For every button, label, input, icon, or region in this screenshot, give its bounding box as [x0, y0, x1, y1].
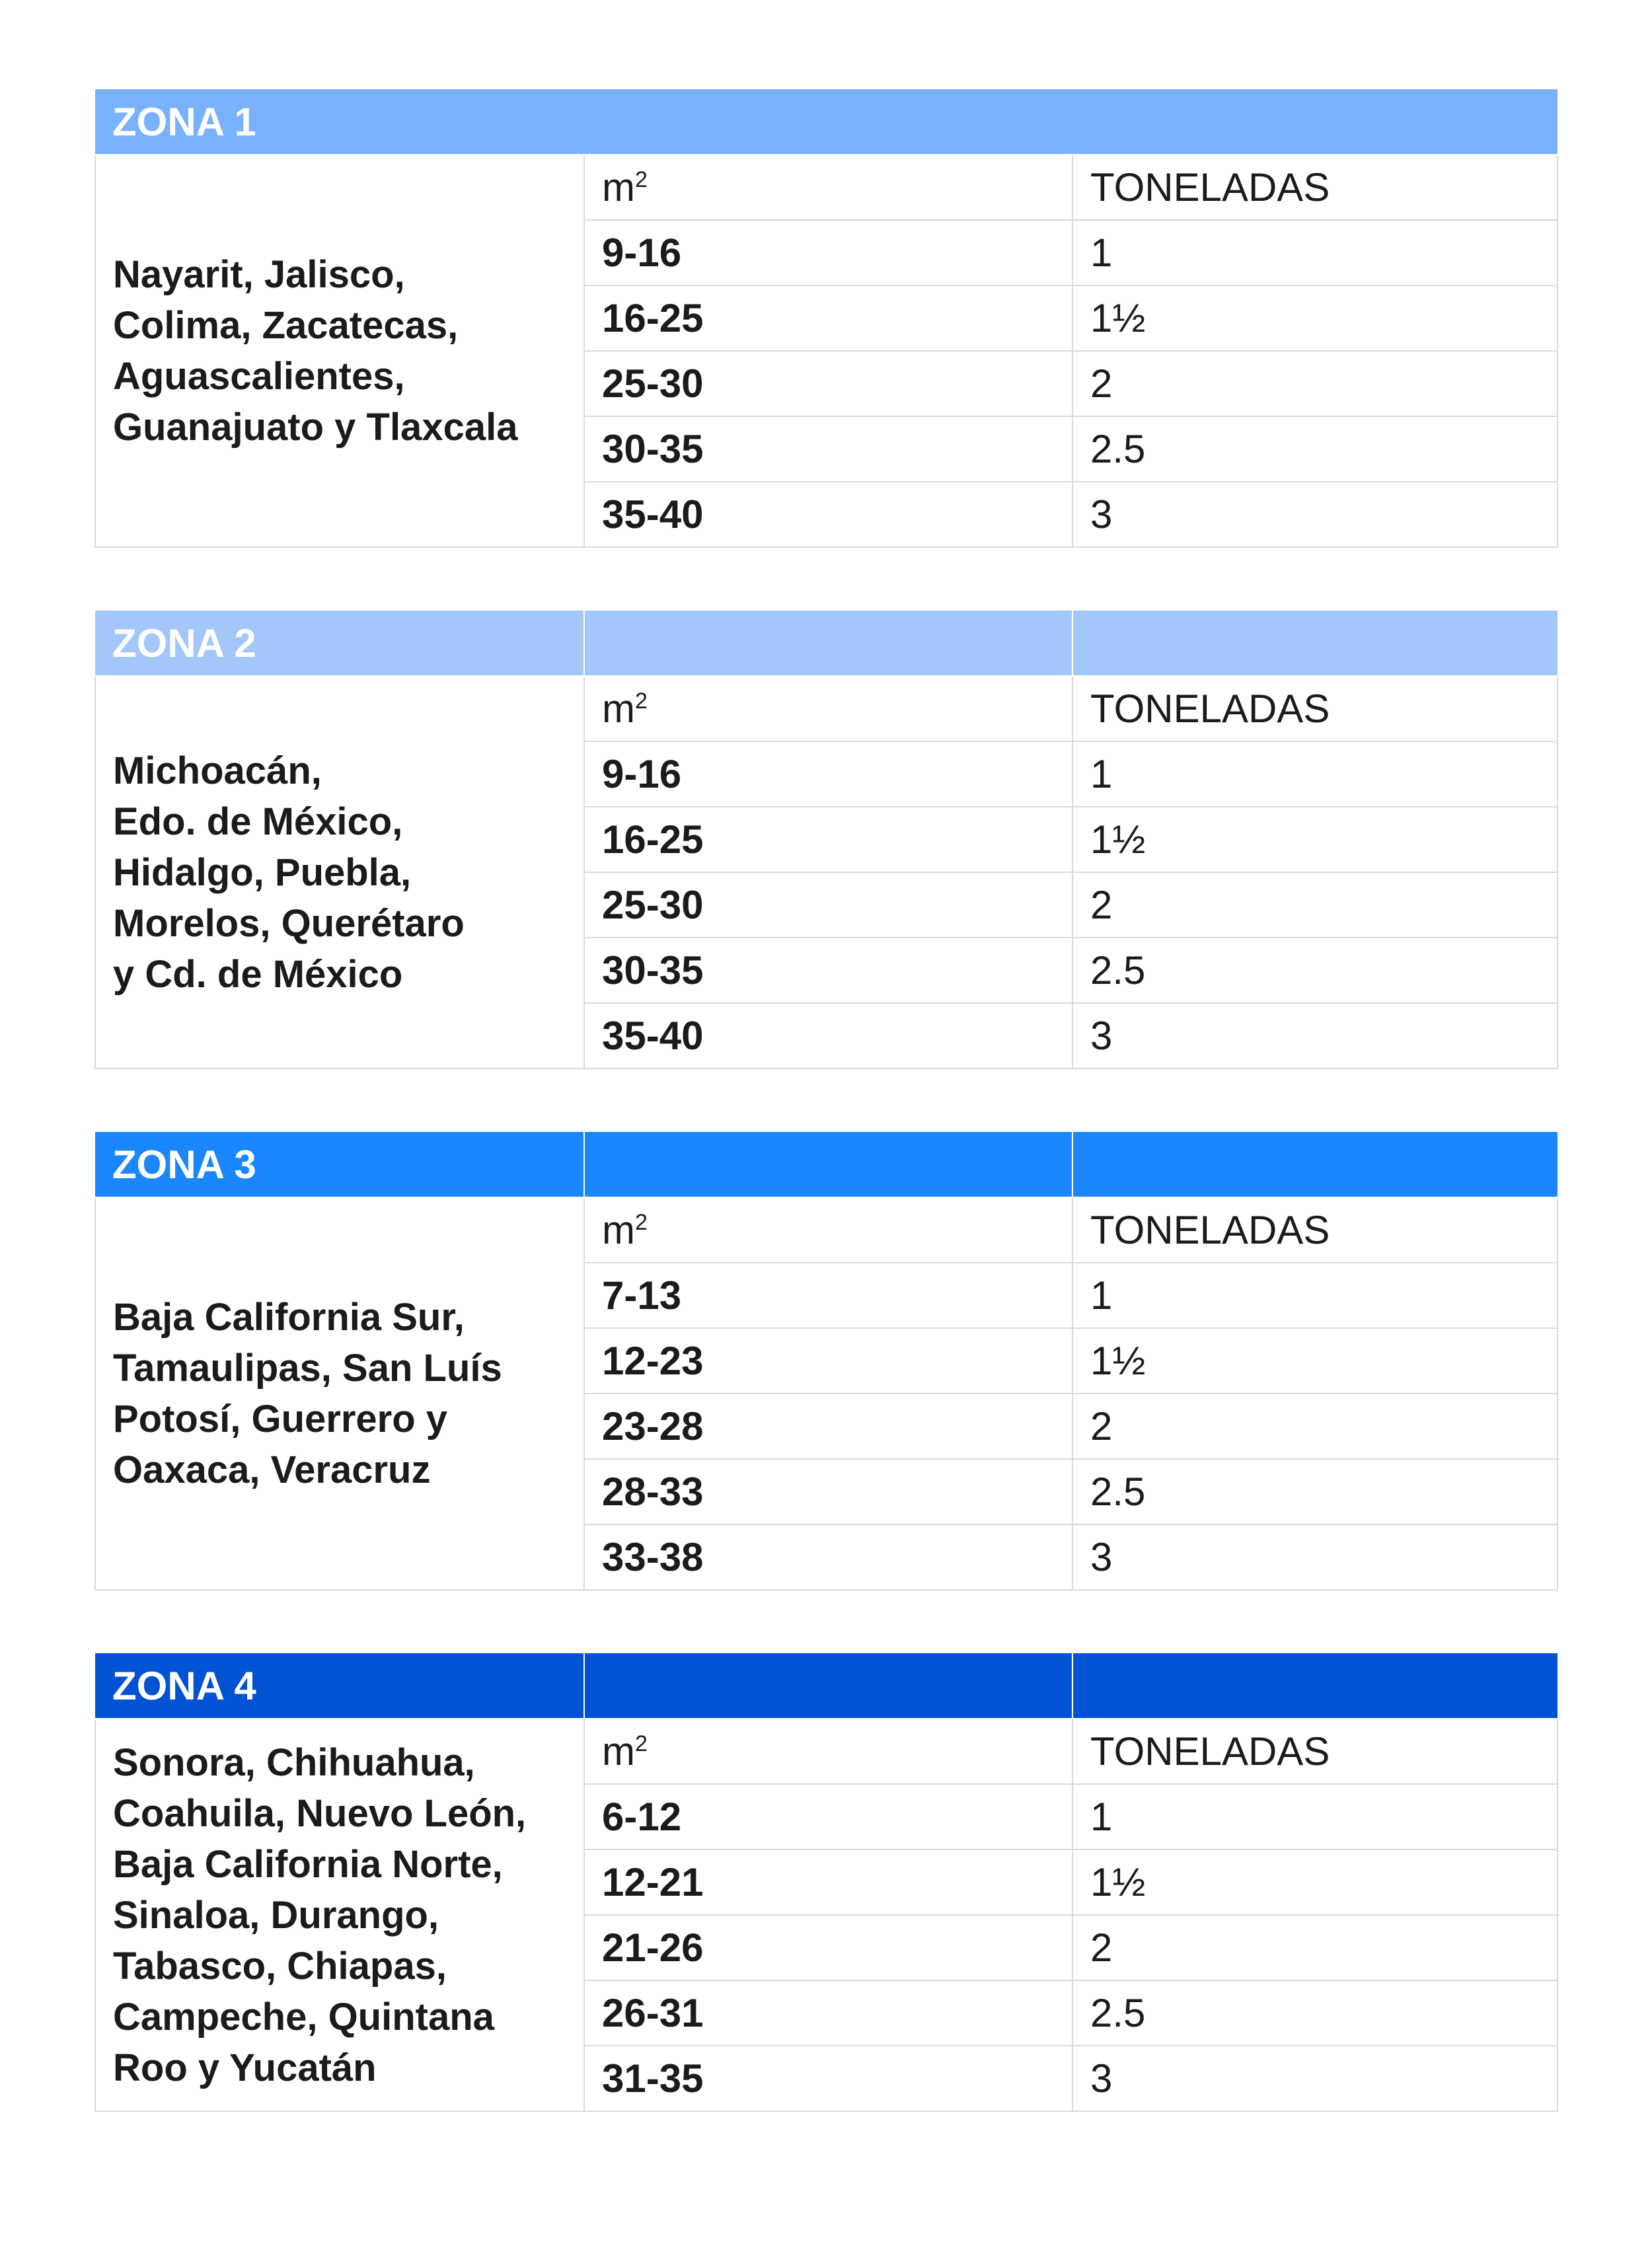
zone-header-cell [584, 611, 1072, 676]
table-row [95, 155, 1558, 220]
area-range: 9-16 [584, 741, 1072, 807]
area-range: 26-31 [584, 1980, 1072, 2046]
weight-column-header: TONELADAS [1072, 676, 1558, 741]
table-row [95, 1197, 1558, 1263]
zone-table-3 [94, 1132, 1558, 1590]
area-range: 31-35 [584, 2046, 1072, 2111]
area-range: 7-13 [584, 1263, 1072, 1328]
area-range: 35-40 [584, 482, 1072, 547]
tons-value: 3 [1072, 1524, 1558, 1590]
zone-header-cell [584, 1653, 1072, 1719]
area-column-header: $m^2$ [584, 155, 1072, 220]
zone-header [95, 1132, 1558, 1197]
tons-value: 1 [1072, 220, 1558, 285]
tons-value: 2 [1072, 1915, 1558, 1980]
area-range: 25-30 [584, 351, 1072, 416]
tons-value: 3 [1072, 1003, 1558, 1068]
area-range: 16-25 [584, 807, 1072, 872]
zone-header [95, 89, 1558, 155]
zone-table-4 [94, 1653, 1558, 2112]
tons-value: 1½ [1072, 807, 1558, 872]
tons-value: 2 [1072, 872, 1558, 938]
zone-header-cell [1072, 611, 1558, 676]
zone-title: ZONA 4 [95, 1653, 584, 1719]
area-range: 23-28 [584, 1394, 1072, 1459]
tons-value: 3 [1072, 482, 1558, 547]
zone-header-cell [584, 1132, 1072, 1197]
area-range: 30-35 [584, 938, 1072, 1003]
area-range: 12-21 [584, 1850, 1072, 1915]
area-column-header: $m^2$ [584, 676, 1072, 741]
area-range: 25-30 [584, 872, 1072, 938]
area-range: 30-35 [584, 416, 1072, 482]
zone-header [95, 611, 1558, 676]
area-range: 9-16 [584, 220, 1072, 285]
tons-value: 1½ [1072, 285, 1558, 351]
table-row [95, 676, 1558, 741]
tons-value: 2.5 [1072, 416, 1558, 482]
tons-value: 2.5 [1072, 938, 1558, 1003]
table-row [95, 1719, 1558, 1784]
zone-title: ZONA 1 [95, 89, 1558, 155]
states-list: Sonora, Chihuahua, Coahuila, Nuevo León, Baja California Norte, Sinaloa, Durango, Tabasco, Chiapas, Campeche, Quintana Roo y Yucatán [95, 1719, 584, 2111]
area-range: 16-25 [584, 285, 1072, 351]
area-range: 33-38 [584, 1524, 1072, 1590]
tons-value: 1 [1072, 1784, 1558, 1850]
tons-value: 2.5 [1072, 1459, 1558, 1524]
area-column-header: $m^2$ [584, 1197, 1072, 1263]
tons-value: 1 [1072, 1263, 1558, 1328]
tons-value: 2 [1072, 1394, 1558, 1459]
states-list: Michoacán, Edo. de México, Hidalgo, Puebla, Morelos, Querétaro y Cd. de México [95, 676, 584, 1068]
area-range: 21-26 [584, 1915, 1072, 1980]
area-range: 28-33 [584, 1459, 1072, 1524]
zone-header-cell [1072, 1132, 1558, 1197]
tons-value: 2 [1072, 351, 1558, 416]
zone-header-cell [1072, 1653, 1558, 1719]
tons-value: 1½ [1072, 1850, 1558, 1915]
area-column-header: $m^2$ [584, 1719, 1072, 1784]
area-range: 6-12 [584, 1784, 1072, 1850]
tons-value: 1 [1072, 741, 1558, 807]
tons-value: 3 [1072, 2046, 1558, 2111]
zone-title: ZONA 2 [95, 611, 584, 676]
weight-column-header: TONELADAS [1072, 1719, 1558, 1784]
states-list: Nayarit, Jalisco, Colima, Zacatecas, Aguascalientes, Guanajuato y Tlaxcala [95, 155, 584, 547]
area-range: 12-23 [584, 1328, 1072, 1394]
tons-value: 2.5 [1072, 1980, 1558, 2046]
area-range: 35-40 [584, 1003, 1072, 1068]
states-list: Baja California Sur, Tamaulipas, San Luís Potosí, Guerrero y Oaxaca, Veracruz [95, 1197, 584, 1590]
tons-value: 1½ [1072, 1328, 1558, 1394]
zone-title: ZONA 3 [95, 1132, 584, 1197]
zone-table-1 [94, 89, 1558, 548]
weight-column-header: TONELADAS [1072, 155, 1558, 220]
zone-table-2 [94, 611, 1558, 1069]
zone-header [95, 1653, 1558, 1719]
weight-column-header: TONELADAS [1072, 1197, 1558, 1263]
